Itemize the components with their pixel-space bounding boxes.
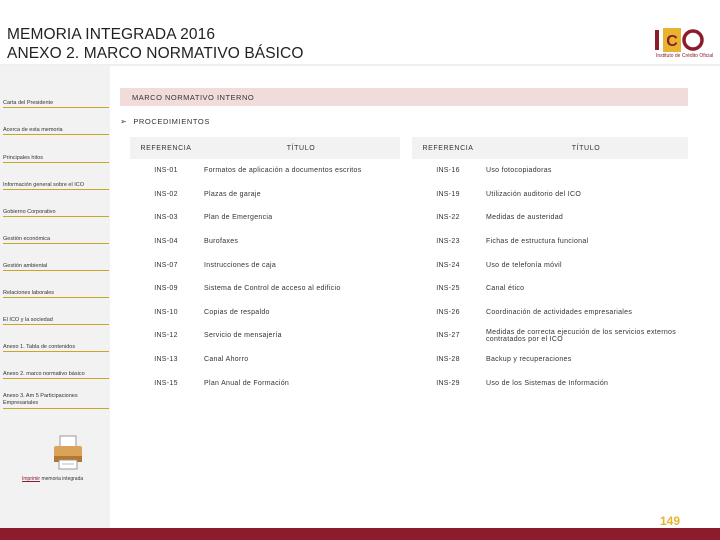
ref-cell: INS-28 bbox=[436, 356, 460, 364]
title-cell: Canal Ahorro bbox=[204, 356, 249, 364]
title-cell: Plazas de garaje bbox=[202, 183, 400, 207]
page-subtitle: ANEXO 2. MARCO NORMATIVO BÁSICO bbox=[7, 45, 304, 62]
page-title: MEMORIA INTEGRADA 2016 bbox=[7, 26, 216, 43]
title-cell: Servicio de mensajería bbox=[202, 324, 400, 348]
title-cell: Instrucciones de caja bbox=[204, 261, 277, 269]
ref-cell: INS-23 bbox=[412, 230, 484, 254]
ref-cell: INS-04 bbox=[130, 230, 202, 254]
sidebar-item-sociedad[interactable]: El ICO y la sociedad bbox=[3, 317, 109, 325]
sidebar-item-gestion-ambiental[interactable]: Gestión ambiental bbox=[3, 263, 109, 271]
table-row bbox=[130, 277, 400, 301]
table-row bbox=[412, 277, 688, 301]
subsection-title: PROCEDIMIENTOS bbox=[133, 117, 210, 126]
page-number: 149 bbox=[660, 514, 681, 528]
ref-cell: INS-02 bbox=[130, 183, 202, 207]
title-cell: Plan de Emergencia bbox=[204, 214, 273, 222]
sidebar-item-gestion-economica[interactable]: Gestión económica bbox=[3, 236, 109, 244]
right-ref-header: REFERENCIA bbox=[412, 137, 484, 159]
ref-cell: INS-10 bbox=[154, 308, 178, 316]
right-title-header: TÍTULO bbox=[484, 137, 688, 159]
ref-cell: INS-15 bbox=[130, 371, 202, 395]
table-row bbox=[130, 348, 400, 372]
title-cell: Uso de los Sistemas de Información bbox=[484, 371, 688, 395]
right-table-body bbox=[412, 159, 688, 395]
title-cell: Utilización auditorio del ICO bbox=[484, 183, 688, 207]
title-cell: Backup y recuperaciones bbox=[486, 356, 572, 364]
sidebar-item-anexo3[interactable]: Anexo 3. Am 5 Participaciones Empresariales bbox=[3, 393, 109, 409]
table-row bbox=[130, 230, 400, 254]
sidebar-item-gobierno[interactable]: Gobierno Corporativo bbox=[3, 209, 109, 217]
ref-cell: INS-26 bbox=[436, 308, 460, 316]
table-row bbox=[412, 371, 688, 395]
arrow-icon: ➢ bbox=[120, 117, 128, 126]
table-row bbox=[130, 253, 400, 277]
print-link-text: memoria integrada bbox=[40, 476, 84, 482]
table-row bbox=[130, 324, 400, 348]
title-cell: Formatos de aplicación a documentos escritos bbox=[204, 167, 362, 175]
table-row bbox=[412, 324, 688, 348]
title-cell: Fichas de estructura funcional bbox=[484, 230, 688, 254]
ref-cell: INS-25 bbox=[412, 277, 484, 301]
ref-cell: INS-03 bbox=[154, 214, 178, 222]
print-link-word[interactable]: Imprimir bbox=[22, 476, 41, 482]
page-header bbox=[0, 0, 720, 64]
title-cell: Burofaxes bbox=[202, 230, 400, 254]
table-row bbox=[130, 159, 400, 183]
title-cell: Uso de telefonía móvil bbox=[486, 261, 562, 269]
table-row bbox=[412, 253, 688, 277]
left-title-header: TÍTULO bbox=[202, 137, 400, 159]
printer-icon[interactable] bbox=[52, 434, 84, 470]
section-header bbox=[120, 88, 688, 106]
table-row bbox=[412, 230, 688, 254]
footer-band bbox=[0, 528, 720, 540]
table-row bbox=[130, 301, 400, 325]
sidebar-item-relaciones[interactable]: Relaciones laborales bbox=[3, 290, 109, 298]
sidebar-item-anexo1[interactable]: Anexo 1. Tabla de contenidos bbox=[3, 344, 109, 352]
ref-cell: INS-07 bbox=[154, 261, 178, 269]
ref-cell: INS-16 bbox=[436, 167, 460, 175]
left-table bbox=[130, 137, 400, 395]
title-cell: Canal ético bbox=[484, 277, 688, 301]
title-cell: Coordinación de actividades empresariales bbox=[486, 308, 633, 316]
subsection-heading bbox=[120, 117, 210, 126]
left-table-body bbox=[130, 159, 400, 395]
title-cell: Sistema de Control de acceso al edificio bbox=[202, 277, 400, 301]
ref-cell: INS-12 bbox=[130, 324, 202, 348]
ref-cell: INS-24 bbox=[436, 261, 460, 269]
title-cell: Medidas de correcta ejecución de los servicios externos contratados por el ICO bbox=[484, 324, 688, 348]
table-row bbox=[412, 206, 688, 230]
ref-cell: INS-27 bbox=[412, 324, 484, 348]
table-row bbox=[412, 159, 688, 183]
table-row bbox=[130, 371, 400, 395]
table-row bbox=[130, 206, 400, 230]
sidebar-item-hitos[interactable]: Principales hitos bbox=[3, 155, 109, 163]
title-cell: Medidas de austeridad bbox=[486, 214, 564, 222]
ref-cell: INS-19 bbox=[412, 183, 484, 207]
ref-cell: INS-29 bbox=[412, 371, 484, 395]
title-cell: Plan Anual de Formación bbox=[202, 371, 400, 395]
sidebar-item-carta[interactable]: Carta del Presidente bbox=[3, 100, 109, 108]
sidebar-item-anexo2[interactable]: Anexo 2. marco normativo básico bbox=[3, 371, 109, 379]
table-row bbox=[412, 183, 688, 207]
left-ref-header: REFERENCIA bbox=[130, 137, 202, 159]
svg-text:C: C bbox=[666, 33, 678, 50]
ref-cell: INS-22 bbox=[436, 214, 460, 222]
logo-subtitle: Instituto de Crédito Oficial bbox=[656, 53, 714, 59]
table-row bbox=[412, 301, 688, 325]
table-row bbox=[130, 183, 400, 207]
table-row bbox=[412, 348, 688, 372]
sidebar-item-informacion[interactable]: Información general sobre el ICO bbox=[3, 182, 109, 190]
ref-cell: INS-13 bbox=[154, 356, 178, 364]
title-cell: Copias de respaldo bbox=[204, 308, 270, 316]
ref-cell: INS-09 bbox=[130, 277, 202, 301]
print-link[interactable] bbox=[22, 476, 83, 482]
section-title: MARCO NORMATIVO INTERNO bbox=[132, 93, 255, 102]
sidebar-item-acerca[interactable]: Acerca de esta memoria bbox=[3, 127, 109, 135]
title-cell: Uso fotocopiadoras bbox=[486, 167, 552, 175]
ref-cell: INS-01 bbox=[154, 167, 178, 175]
right-table bbox=[412, 137, 688, 395]
